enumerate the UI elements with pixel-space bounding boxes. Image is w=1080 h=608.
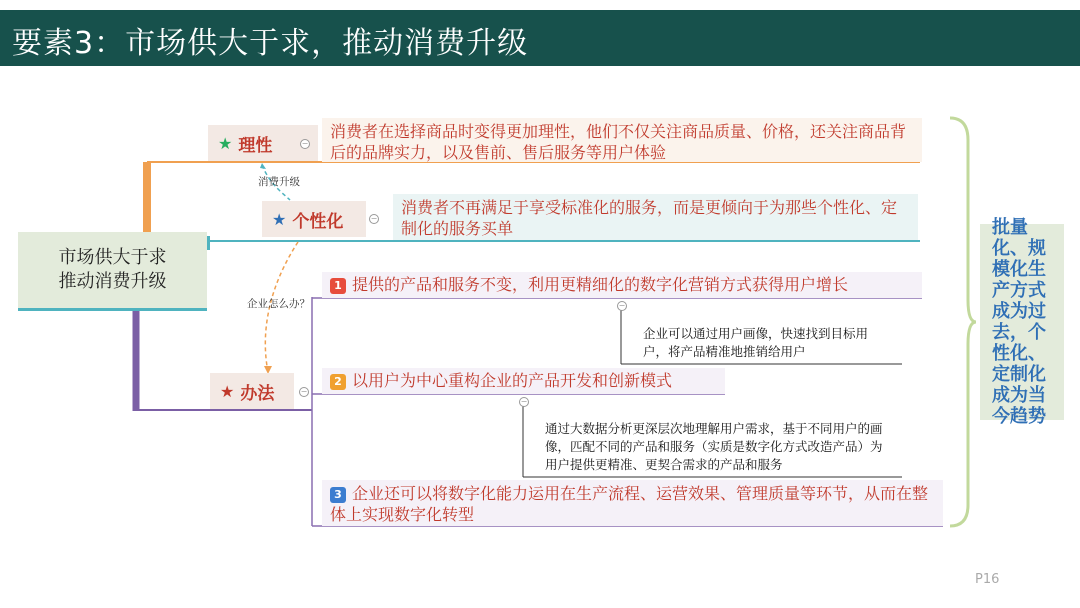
central-topic-line1: 市场供大于求 [58,247,167,268]
method-item-1-note: 企业可以通过用户画像，快速找到目标用户，将产品精准地推销给用户 [643,326,869,359]
summary-text: 批量化、规模化生产方式成为过去，个性化、定制化成为当今趋势 [992,217,1046,427]
number-3-badge: 3 [330,487,346,503]
number-2-badge: 2 [330,374,346,390]
method-item-2: 2 以用户为中心重构企业的产品开发和创新模式 [322,368,725,394]
personalization-description: 消费者不再满足于享受标准化的服务，而是更倾向于为那些个性化、定制化的服务买单 [393,194,918,240]
method-item-3: 3 企业还可以将数字化能力运用在生产流程、运营效果、管理质量等环节，从而在整体上实现数字化转型 [322,480,943,526]
method-item-2-note: 通过大数据分析更深层次地理解用户需求，基于不同用户的画像，匹配不同的产品和服务（实质是数字化方式改造产品）为用户提供更精准、更契合需求的产品和服务 [545,421,883,472]
collapse-icon[interactable]: − [618,301,626,310]
summary-box [980,217,1064,427]
central-topic [18,232,207,311]
rational-description: 消费者在选择商品时变得更加理性，他们不仅关注商品质量、价格，还关注商品背后的品牌实力，以及售前、售后服务等用户体验 [322,118,922,162]
branch-method-label: 办法 [240,383,275,404]
page-title: 要素3：市场供大于求，推动消费升级 [12,26,529,61]
star-icon: ★ [272,209,287,229]
collapse-icon[interactable]: − [370,214,378,223]
branch-method[interactable] [210,373,294,409]
collapse-icon[interactable]: − [301,139,309,148]
collapse-icon[interactable]: − [300,387,308,396]
page-number: P16 [975,572,1000,587]
collapse-icon[interactable]: − [520,397,528,406]
what-to-do-link-label: 企业怎么办？ [247,298,310,310]
branch-personalization-label: 个性化 [292,211,344,232]
method-item-1: 1 提供的产品和服务不变，利用更精细化的数字化营销方式获得用户增长 [322,272,922,298]
number-1-badge: 1 [330,278,346,294]
star-icon: ★ [218,133,233,153]
upgrade-link-label: 消费升级 [258,176,300,188]
star-icon: ★ [220,381,235,401]
branch-personalization[interactable] [262,201,366,237]
branch-rational-label: 理性 [238,135,273,156]
central-topic-line2: 推动消费升级 [58,271,167,292]
